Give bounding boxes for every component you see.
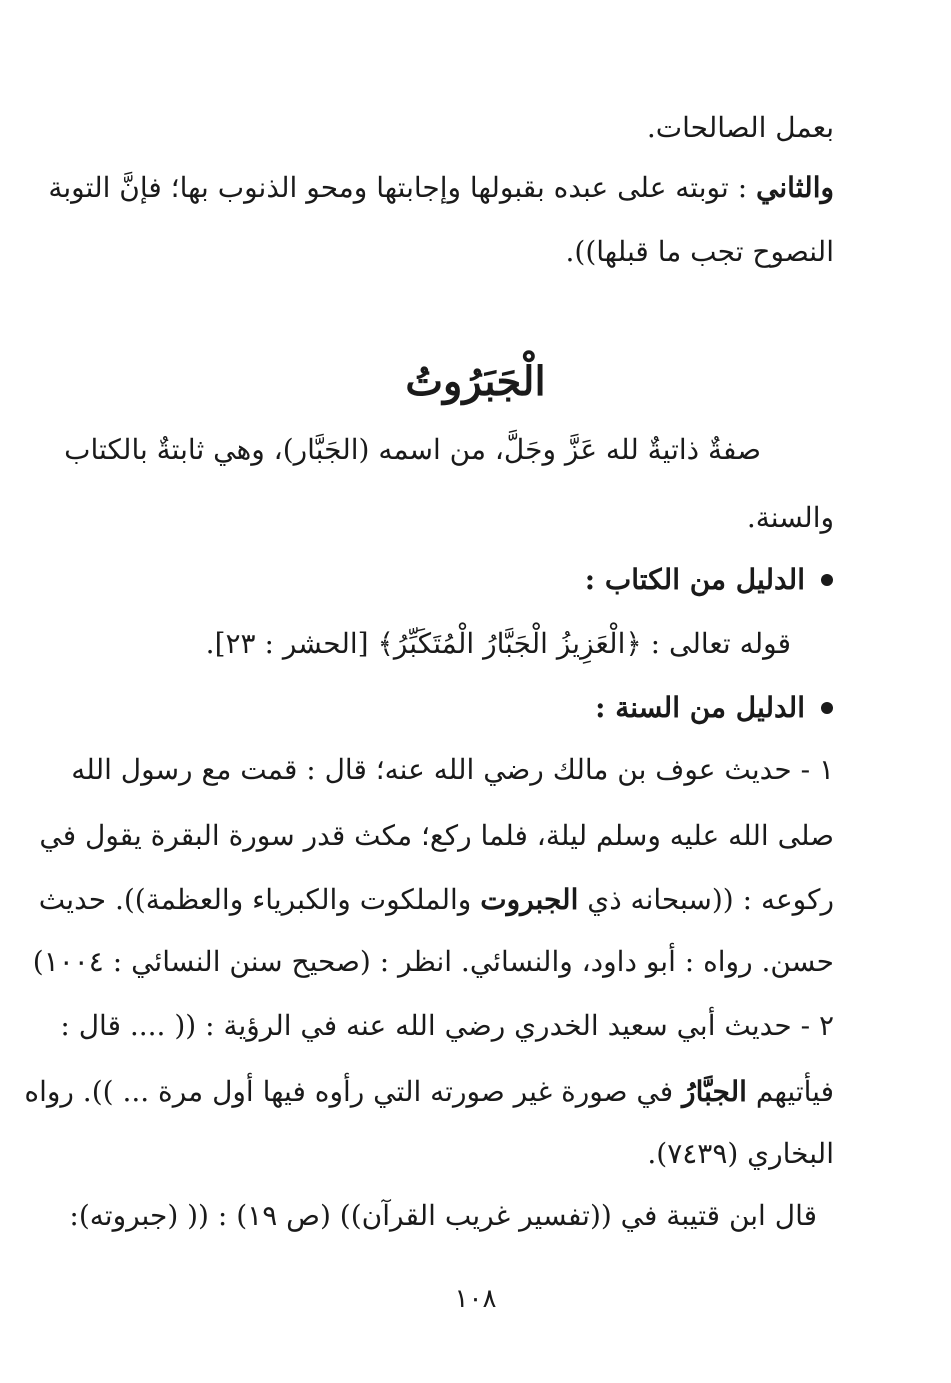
intro-line-1: صفةٌ ذاتيةٌ لله عَزَّ وجَلَّ، من اسمه (الجَبَّار)، وهي ثابتةٌ بالكتاب xyxy=(64,433,761,466)
hadith2-line-2-b: في صورة غير صورته التي رأوه فيها أول مرة ... )). رواه xyxy=(24,1075,683,1108)
quran-verse-line: قوله تعالى : ﴿الْعَزِيزُ الْجَبَّارُ الْمُتَكَبِّرُ﴾ [الحشر : ٢٣]. xyxy=(205,627,791,660)
text-line-2 xyxy=(48,168,834,208)
hadith1-line-2: صلى الله عليه وسلم ليلة، فلما ركع؛ مكث قدر سورة البقرة يقول في xyxy=(39,819,834,852)
page-number: ١٠٨ xyxy=(454,1284,497,1314)
sunnah-evidence-bullet xyxy=(595,688,833,728)
text-line-1: بعمل الصالحات. xyxy=(646,111,834,144)
hadith2-line-2-bold: الجبَّارُ xyxy=(682,1075,747,1108)
text-lead-bold: والثاني xyxy=(756,171,834,204)
hadith2-line-1: ٢ - حديث أبي سعيد الخدري رضي الله عنه في الرؤية : (( .... قال : xyxy=(60,1009,834,1042)
hadith1-line-1: ١ - حديث عوف بن مالك رضي الله عنه؛ قال : قمت مع رسول الله xyxy=(71,753,834,786)
book-evidence-bullet xyxy=(585,560,833,600)
book-evidence-label: الدليل من الكتاب : xyxy=(584,563,805,596)
bullet-icon xyxy=(821,574,833,586)
hadith2-line-2-a: فيأتيهم xyxy=(746,1075,834,1108)
ibn-qutayba-line: قال ابن قتيبة في ((تفسير غريب القرآن)) (ص ١٩) : (( (جبروته): xyxy=(69,1199,817,1232)
bullet-icon xyxy=(821,702,833,714)
sunnah-evidence-label: الدليل من السنة : xyxy=(595,691,805,724)
hadith1-line-3-b: والملكوت والكبرياء والعظمة)). حديث xyxy=(38,883,481,916)
hadith1-line-3-a: ركوعه : ((سبحانه ذي xyxy=(578,883,834,916)
hadith1-line-3 xyxy=(38,880,834,920)
hadith2-line-2 xyxy=(24,1072,834,1112)
hadith1-line-4: حسن. رواه : أبو داود، والنسائي. انظر : (صحيح سنن النسائي : ١٠٠٤) xyxy=(32,945,834,978)
hadith2-line-3: البخاري (٧٤٣٩). xyxy=(647,1137,834,1170)
intro-line-2: والسنة. xyxy=(746,501,834,534)
text-line-3: النصوح تجب ما قبلها)). xyxy=(565,235,834,268)
hadith1-line-3-bold: الجبروت xyxy=(480,883,579,916)
text-line-2-rest: : توبته على عبده بقبولها وإجابتها ومحو الذنوب بها؛ فإنَّ التوبة xyxy=(48,171,757,204)
section-heading: الْجَبَرُوتُ xyxy=(405,358,546,405)
